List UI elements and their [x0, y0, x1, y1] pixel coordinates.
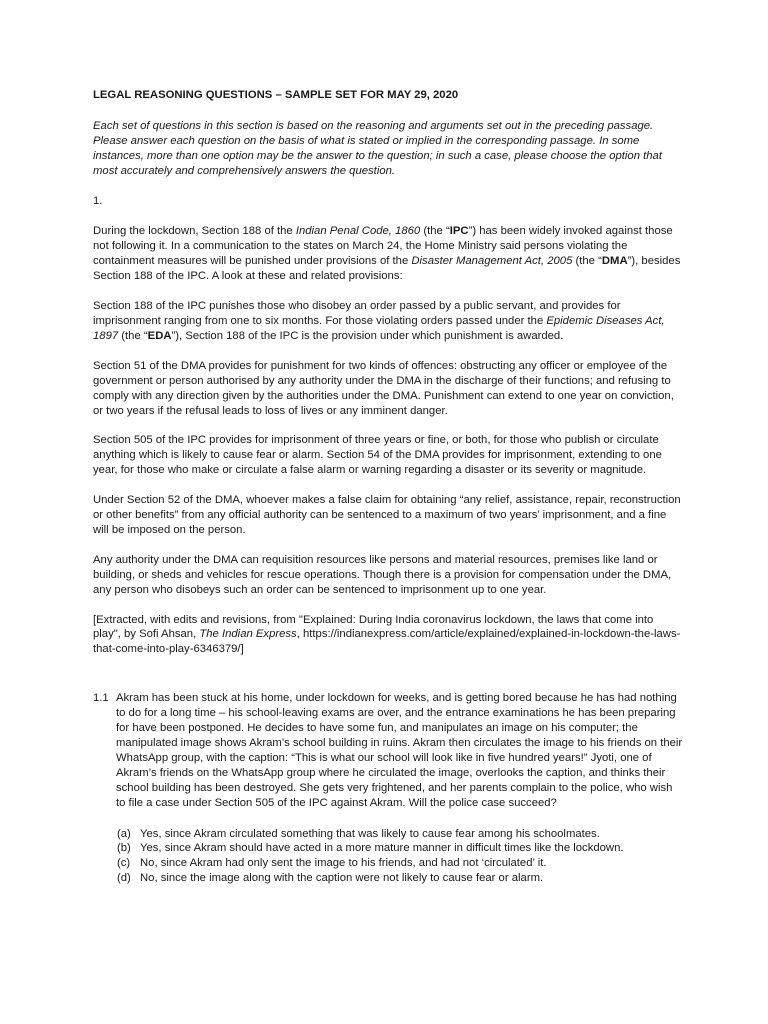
passage-paragraph-6: Any authority under the DMA can requisition resources like persons and material resources, premises like land or building, or sheds and vehicles for rescue operations. Though there is a provision for compensation under the DMA, any person who disobeys such an order can be sentenced to imprisonment up to one year. [93, 553, 672, 596]
option-text: No, since Akram had only sent the image to his friends, and had not ‘circulated’ it. [140, 857, 547, 870]
option-text: No, since the image along with the caption were not likely to cause fear or alarm. [140, 872, 544, 885]
passage-paragraph-1: During the lockdown, Section 188 of the Indian Penal Code, 1860 (the “IPC”) has been widely invoked against those not following it. In a communication to the states on March 24, the Home Ministry said persons violating the containment measures will be punished under provisions of the Disaster Management Act, 2005 (the “DMA”), besides Section 188 of the IPC. A look at these and related provisions: [93, 225, 681, 283]
question-number: 1.1 [93, 692, 109, 705]
option-text: Yes, since Akram should have acted in a more mature manner in difficult times like the lockdown. [140, 842, 624, 855]
option-label: (c) [117, 857, 131, 870]
instructions-text: Each set of questions in this section is based on the reasoning and arguments set out in the preceding passage. Please answer each question on the basis of what is stated or implied in the corresponding passage. In some instances, more than one option may be the answer to the question; in such a case, please choose the option that most accurately and comprehensively answers the question. [93, 119, 662, 177]
passage-paragraph-3: Section 51 of the DMA provides for punishment for two kinds of offences: obstructing any officer or employee of the government or person authorised by any authority under the DMA in the discharge of their functions; and refusing to comply with any direction given by the authorities under the DMA. Punishment can extend to one year on conviction, or two years if the refusal leads to loss of lives or any imminent danger. [93, 359, 674, 417]
passage-paragraph-5: Under Section 52 of the DMA, whoever makes a false claim for obtaining “any relief, assistance, repair, reconstruction or other benefits” from any official authority can be sentenced to a maximum of two years’ imprisonment, and a fine will be imposed on the person. [93, 494, 681, 536]
option-d [117, 871, 683, 886]
set-number: 1. [93, 194, 103, 207]
option-label: (d) [117, 872, 131, 885]
option-text: Yes, since Akram circulated something that was likely to cause fear among his schoolmates. [140, 827, 600, 840]
question-text: Akram has been stuck at his home, under lockdown for weeks, and is getting bored because he has had nothing to do for a long time – his school-leaving exams are over, and the entrance examinations he has been preparing for have been postponed. He decides to have some fun, and manipulates an image on his computer; the manipulated image shows Akram’s school building in ruins. Akram then circulates the image to his friends on their WhatsApp group, with the caption: “This is what our school will look like in five hundred years!” Jyoti, one of Akram’s friends on the WhatsApp group where he circulated the image, overlooks the caption, and thinks their school building has been destroyed. She gets very frightened, and her parents complain to the police, who wish to file a case under Section 505 of the IPC against Akram. Will the police case succeed? [116, 692, 683, 809]
source-citation: [Extracted, with edits and revisions, from "Explained: During India coronavirus lockdown, the laws that come into play", by Sofi Ahsan, The Indian Express, https://indianexpress.com/article/explained/explained-in-lockdown-the-laws-that-come-into-play-6346379/] [93, 613, 681, 656]
option-b [117, 841, 683, 856]
passage-paragraph-2: Section 188 of the IPC punishes those who disobey an order passed by a public servant, and provides for imprisonment ranging from one to six months. For those violating orders passed under the Epidemic Diseases Act, 1897 (the “EDA”), Section 188 of the IPC is the provision under which punishment is awarded. [93, 300, 665, 342]
answer-options [117, 827, 683, 887]
page-title: LEGAL REASONING QUESTIONS – SAMPLE SET FOR MAY 29, 2020 [93, 89, 459, 101]
option-a [117, 827, 683, 842]
question-1-1 [93, 691, 683, 810]
option-c [117, 856, 683, 871]
passage-paragraph-4: Section 505 of the IPC provides for imprisonment of three years or fine, or both, for those who publish or circulate anything which is likely to cause fear or alarm. Section 54 of the DMA provides for imprisonment, extending to one year, for those who make or circulate a false alarm or warning regarding a disaster or its severity or magnitude. [93, 434, 662, 477]
option-label: (a) [117, 827, 131, 840]
document-page [93, 88, 683, 886]
option-label: (b) [117, 842, 131, 855]
